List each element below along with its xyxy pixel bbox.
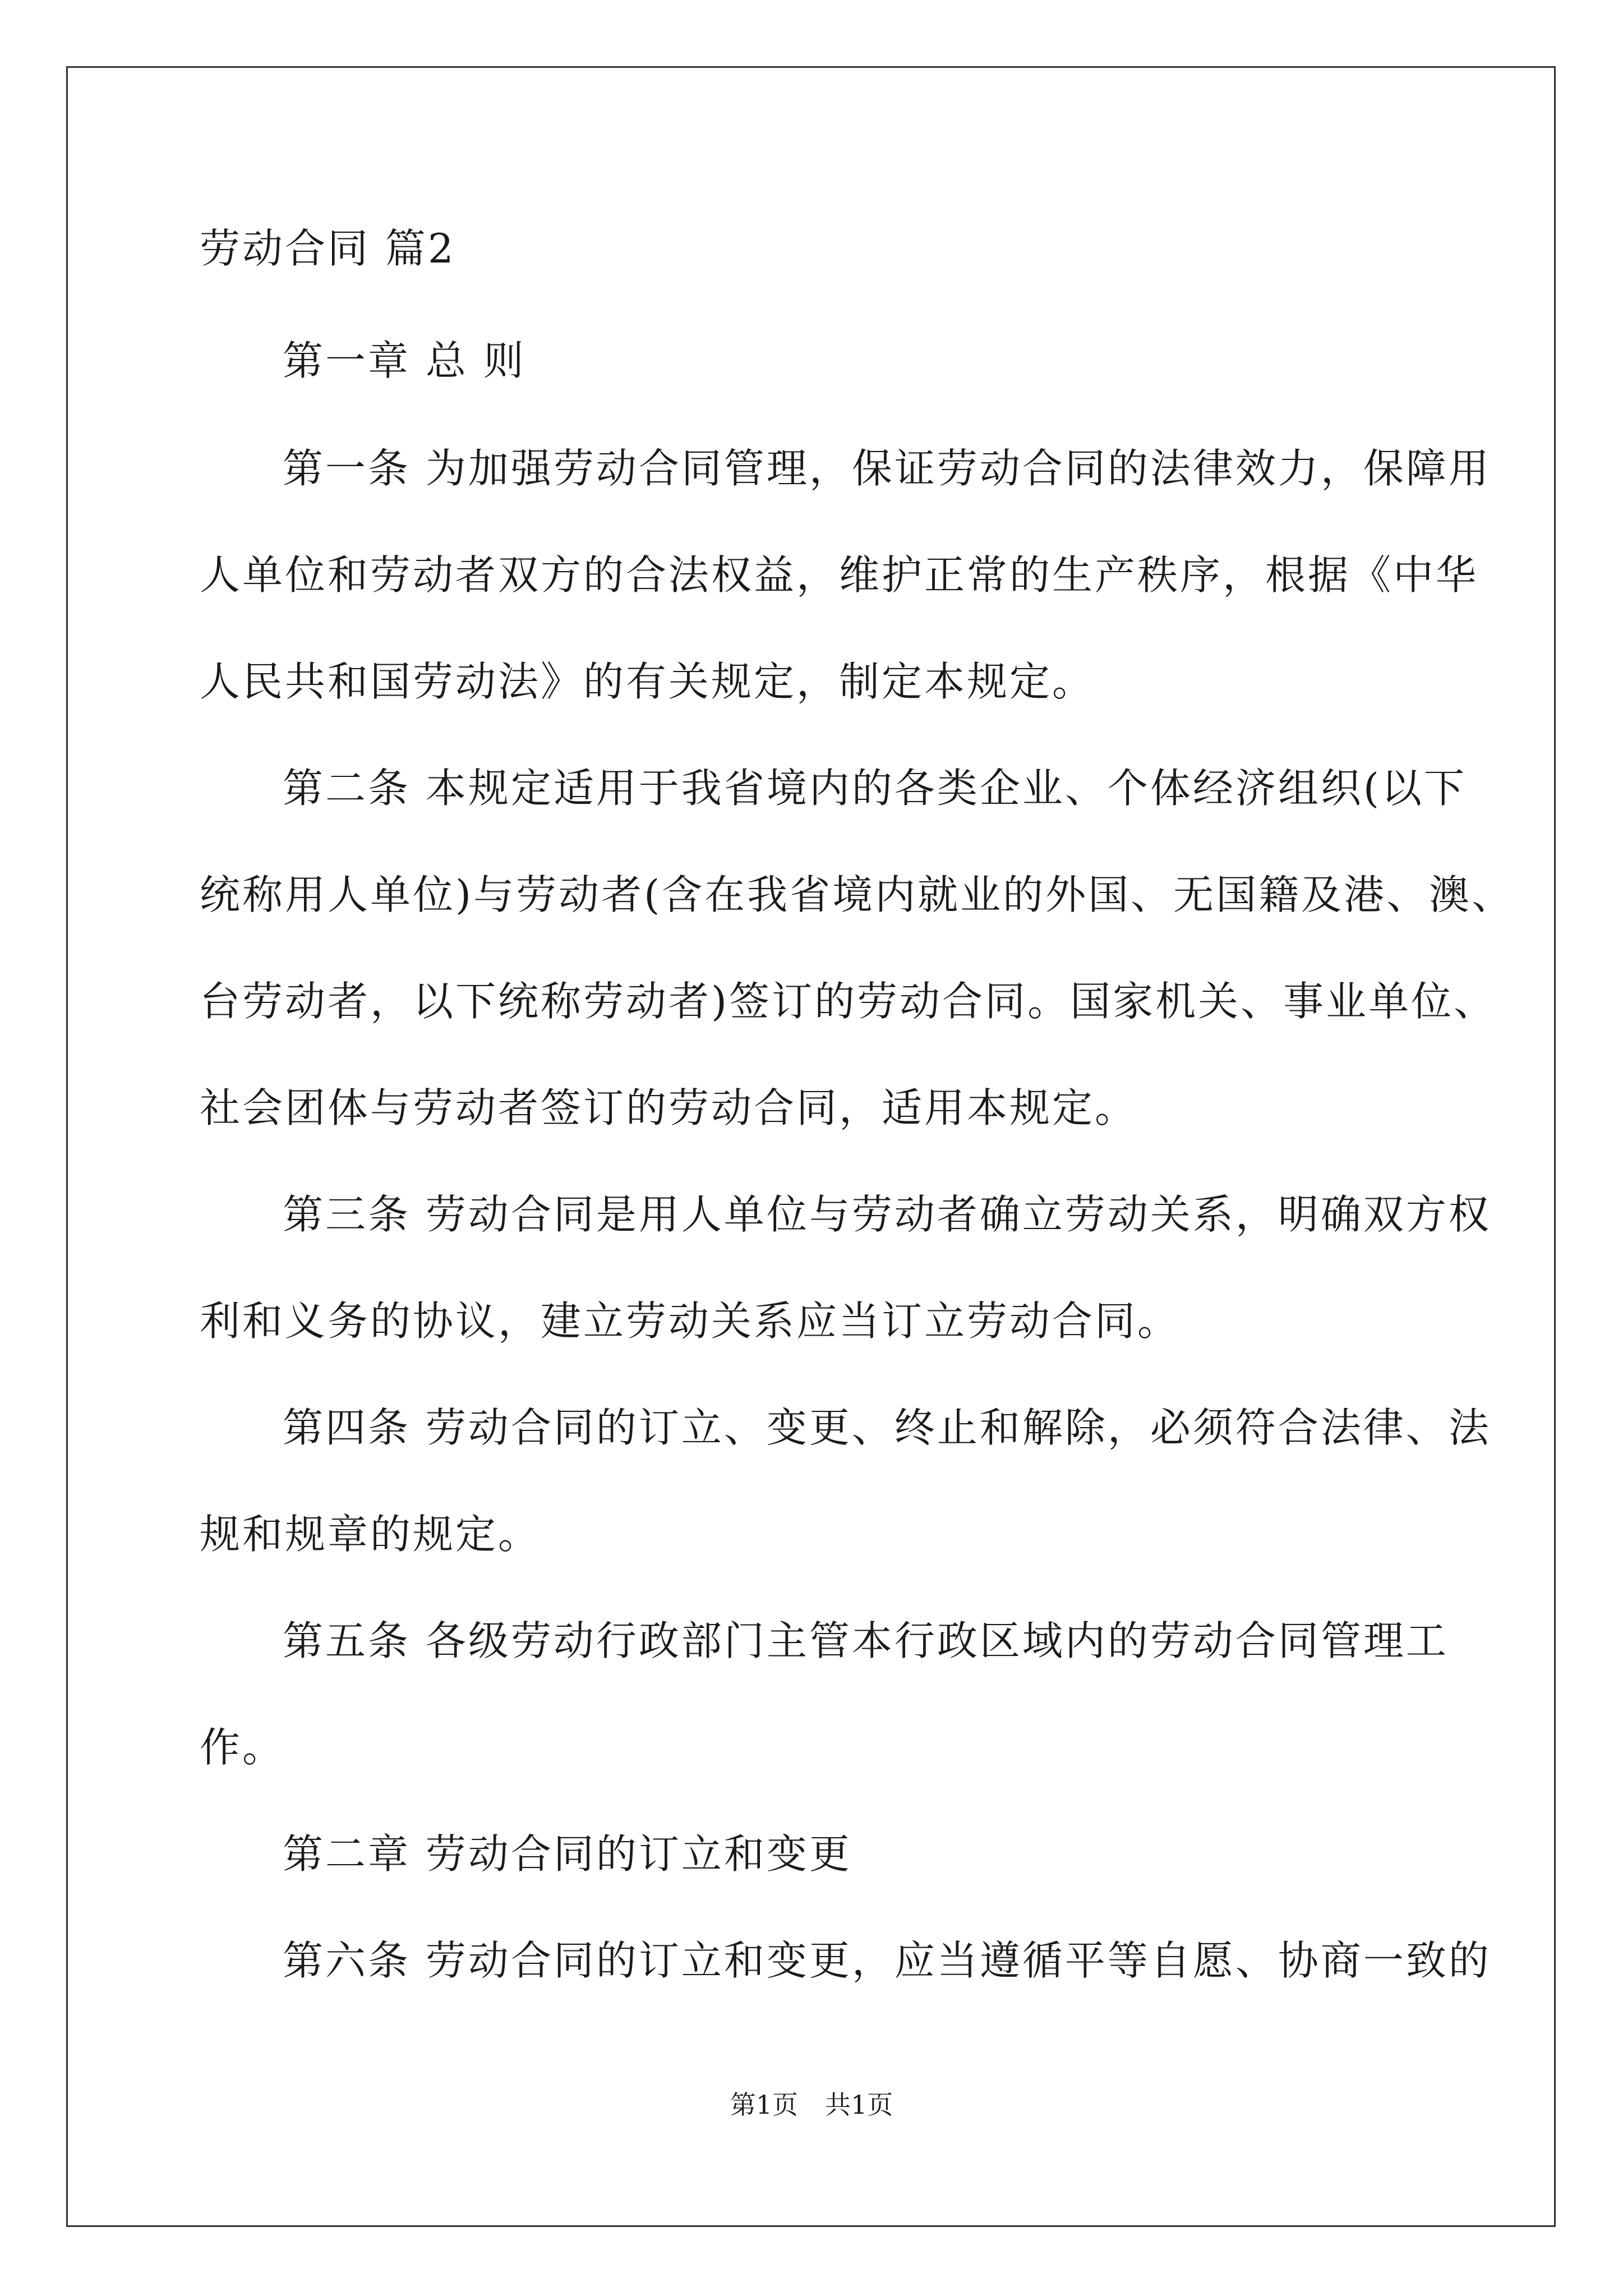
chapter-heading: 第一章 总 则 [283, 337, 526, 384]
paragraph-line: 第四条 劳动合同的订立、变更、终止和解除，必须符合法律、法 [283, 1404, 1491, 1451]
page-footer [0, 2088, 1623, 2122]
paragraph-line: 台劳动者，以下统称劳动者)签订的劳动合同。国家机关、事业单位、 [200, 978, 1497, 1025]
paragraph-line: 社会团体与劳动者签订的劳动合同，适用本规定。 [200, 1084, 1138, 1131]
paragraph-line: 规和规章的规定。 [200, 1511, 541, 1558]
paragraph-line: 利和义务的协议，建立劳动关系应当订立劳动合同。 [200, 1297, 1181, 1345]
paragraph-line: 人单位和劳动者双方的合法权益，维护正常的生产秩序，根据《中华 [200, 551, 1479, 599]
paragraph-line: 第五条 各级劳动行政部门主管本行政区域内的劳动合同管理工 [283, 1617, 1449, 1664]
paragraph-line: 第六条 劳动合同的订立和变更，应当遵循平等自愿、协商一致的 [283, 1937, 1491, 1984]
page-total: 共1页 [825, 2090, 893, 2120]
paragraph-line: 作。 [200, 1724, 285, 1771]
paragraph-line: 统称用人单位)与劳动者(含在我省境内就业的外国、无国籍及港、澳、 [200, 871, 1515, 918]
document-title: 劳动合同 篇2 [200, 225, 456, 272]
paragraph-line: 第三条 劳动合同是用人单位与劳动者确立劳动关系，明确双方权 [283, 1191, 1491, 1238]
paragraph-line: 人民共和国劳动法》的有关规定，制定本规定。 [200, 658, 1095, 705]
page-number: 第1页 [730, 2090, 798, 2120]
paragraph-line: 第二条 本规定适用于我省境内的各类企业、个体经济组织(以下 [283, 765, 1467, 812]
chapter-heading: 第二章 劳动合同的订立和变更 [283, 1830, 852, 1878]
page-border [66, 66, 1556, 2227]
paragraph-line: 第一条 为加强劳动合同管理，保证劳动合同的法律效力，保障用 [283, 445, 1491, 492]
